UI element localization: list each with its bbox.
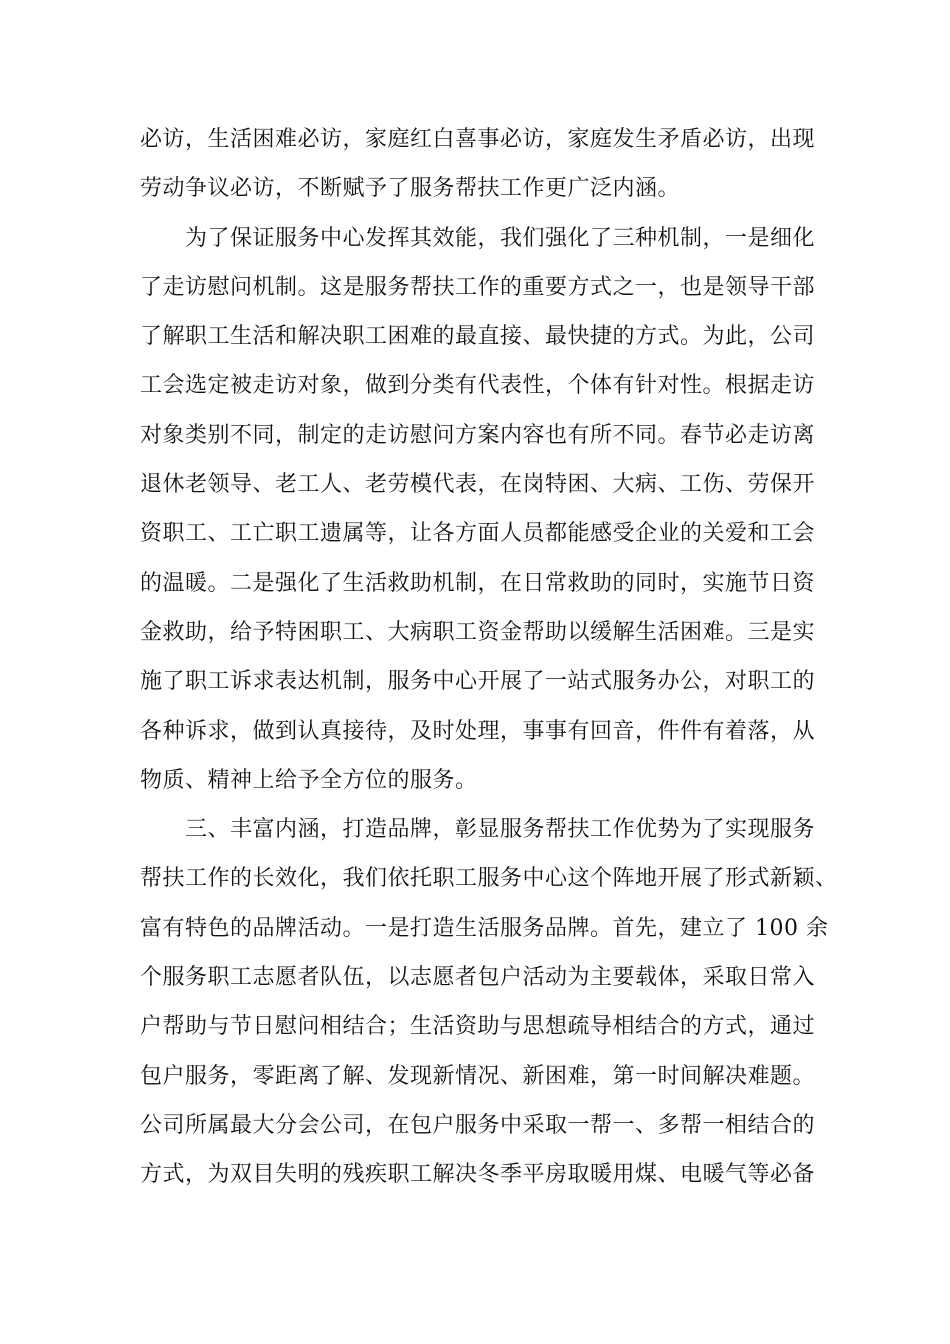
text-line: 包户服务，零距离了解、发现新情况、新困难，第一时间解决难题。 <box>140 1063 816 1089</box>
text-line: 金救助，给予特困职工、大病职工资金帮助以缓解生活困难。三是实 <box>140 619 816 645</box>
text-line: 退休老领导、老工人、老劳模代表，在岗特困、大病、工伤、劳保开 <box>140 472 816 498</box>
text-line: 方式，为双目失明的残疾职工解决冬季平房取暖用煤、电暖气等必备 <box>140 1162 816 1188</box>
text-line: 施了职工诉求表达机制，服务中心开展了一站式服务办公，对职工的 <box>140 669 816 695</box>
text-line: 帮扶工作的长效化，我们依托职工服务中心这个阵地开展了形式新颖、 <box>140 866 838 892</box>
text-line: 物质、精神上给予全方位的服务。 <box>140 767 478 793</box>
paragraph-start-line: 三、丰富内涵，打造品牌，彰显服务帮扶工作优势为了实现服务 <box>140 817 816 843</box>
text-line: 公司所属最大分会公司，在包户服务中采取一帮一、多帮一相结合的 <box>140 1112 816 1138</box>
text-line: 富有特色的品牌活动。一是打造生活服务品牌。首先，建立了 100 余 <box>140 915 829 941</box>
text-line: 劳动争议必访，不断赋予了服务帮扶工作更广泛内涵。 <box>140 176 681 202</box>
paragraph-start-line: 为了保证服务中心发挥其效能，我们强化了三种机制，一是细化 <box>140 225 816 251</box>
body-text <box>140 115 838 1200</box>
text-line: 的温暖。二是强化了生活救助机制，在日常救助的同时，实施节日资 <box>140 570 816 596</box>
text-line: 资职工、工亡职工遗属等，让各方面人员都能感受企业的关爱和工会 <box>140 521 816 547</box>
text-line: 了走访慰问机制。这是服务帮扶工作的重要方式之一，也是领导干部 <box>140 274 816 300</box>
text-line: 对象类别不同，制定的走访慰问方案内容也有所不同。春节必走访离 <box>140 422 816 448</box>
text-line: 户帮助与节日慰问相结合；生活资助与思想疏导相结合的方式，通过 <box>140 1014 816 1040</box>
text-line: 工会选定被走访对象，做到分类有代表性，个体有针对性。根据走访 <box>140 373 816 399</box>
text-line: 各种诉求，做到认真接待，及时处理，事事有回音，件件有着落，从 <box>140 718 816 744</box>
text-line: 个服务职工志愿者队伍，以志愿者包户活动为主要载体，采取日常入 <box>140 965 816 991</box>
text-line: 了解职工生活和解决职工困难的最直接、最快捷的方式。为此，公司 <box>140 324 816 350</box>
text-line: 必访，生活困难必访，家庭红白喜事必访，家庭发生矛盾必访，出现 <box>140 127 816 152</box>
